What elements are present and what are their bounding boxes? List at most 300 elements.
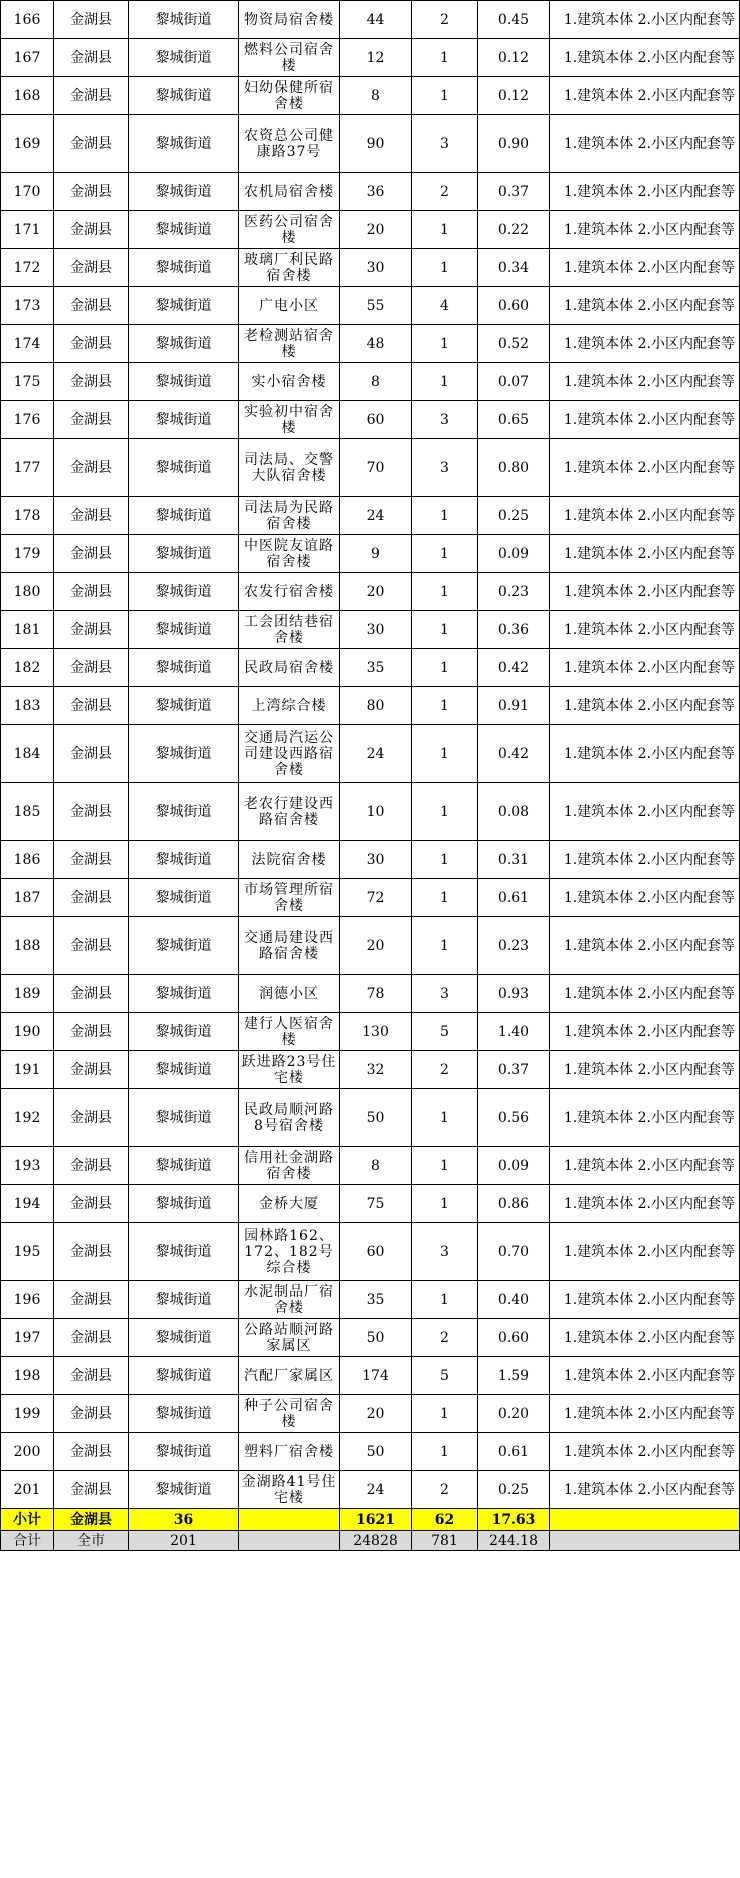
area-cell: 0.60 <box>478 287 550 325</box>
area-cell: 0.61 <box>478 879 550 917</box>
row-number: 182 <box>1 649 54 687</box>
row-number: 172 <box>1 249 54 287</box>
table-row <box>1 1471 740 1509</box>
total-count: 201 <box>129 1531 239 1551</box>
community-name-cell: 农机局宿舍楼 <box>239 173 340 211</box>
community-name-cell: 交通局汽运公司建设西路宿舍楼 <box>239 725 340 783</box>
row-number: 185 <box>1 783 54 841</box>
area-cell: 0.31 <box>478 841 550 879</box>
table-row <box>1 1185 740 1223</box>
table-row <box>1 401 740 439</box>
households-cell: 24 <box>340 725 412 783</box>
table-row <box>1 211 740 249</box>
county-cell: 金湖县 <box>54 1147 129 1185</box>
buildings-cell: 3 <box>412 401 478 439</box>
area-cell: 0.09 <box>478 535 550 573</box>
table-row <box>1 363 740 401</box>
county-cell: 金湖县 <box>54 879 129 917</box>
area-cell: 0.25 <box>478 1471 550 1509</box>
county-cell: 金湖县 <box>54 325 129 363</box>
county-cell: 金湖县 <box>54 573 129 611</box>
buildings-cell: 1 <box>412 1395 478 1433</box>
area-cell: 0.07 <box>478 363 550 401</box>
renovation-content-cell: 1.建筑本体 2.小区内配套等 <box>550 1089 740 1147</box>
street-cell: 黎城街道 <box>129 1433 239 1471</box>
county-cell: 金湖县 <box>54 1223 129 1281</box>
county-cell: 金湖县 <box>54 439 129 497</box>
county-cell: 金湖县 <box>54 211 129 249</box>
buildings-cell: 1 <box>412 841 478 879</box>
street-cell: 黎城街道 <box>129 115 239 173</box>
community-name-cell: 民政局宿舍楼 <box>239 649 340 687</box>
community-name-cell: 塑料厂宿舍楼 <box>239 1433 340 1471</box>
renovation-content-cell: 1.建筑本体 2.小区内配套等 <box>550 1395 740 1433</box>
buildings-cell: 2 <box>412 1471 478 1509</box>
renovation-content-cell: 1.建筑本体 2.小区内配套等 <box>550 77 740 115</box>
households-cell: 80 <box>340 687 412 725</box>
county-cell: 金湖县 <box>54 687 129 725</box>
subtotal-remark <box>550 1509 740 1531</box>
county-cell: 金湖县 <box>54 535 129 573</box>
area-cell: 0.37 <box>478 173 550 211</box>
renovation-content-cell: 1.建筑本体 2.小区内配套等 <box>550 573 740 611</box>
total-value-c: 244.18 <box>478 1531 550 1551</box>
table-row <box>1 439 740 497</box>
street-cell: 黎城街道 <box>129 401 239 439</box>
area-cell: 0.08 <box>478 783 550 841</box>
renovation-content-cell: 1.建筑本体 2.小区内配套等 <box>550 39 740 77</box>
subtotal-name-cell <box>239 1509 340 1531</box>
subtotal-county: 金湖县 <box>54 1509 129 1531</box>
table-row <box>1 1223 740 1281</box>
street-cell: 黎城街道 <box>129 1223 239 1281</box>
renovation-content-cell: 1.建筑本体 2.小区内配套等 <box>550 1051 740 1089</box>
street-cell: 黎城街道 <box>129 1185 239 1223</box>
area-cell: 0.20 <box>478 1395 550 1433</box>
community-name-cell: 上湾综合楼 <box>239 687 340 725</box>
buildings-cell: 1 <box>412 917 478 975</box>
table-body <box>1 1 740 1551</box>
subtotal-count: 36 <box>129 1509 239 1531</box>
row-number: 175 <box>1 363 54 401</box>
row-number: 194 <box>1 1185 54 1223</box>
renovation-content-cell: 1.建筑本体 2.小区内配套等 <box>550 1281 740 1319</box>
households-cell: 8 <box>340 363 412 401</box>
county-cell: 金湖县 <box>54 1 129 39</box>
renovation-content-cell: 1.建筑本体 2.小区内配套等 <box>550 975 740 1013</box>
renovation-content-cell: 1.建筑本体 2.小区内配套等 <box>550 173 740 211</box>
county-cell: 金湖县 <box>54 1013 129 1051</box>
row-number: 189 <box>1 975 54 1013</box>
community-name-cell: 物资局宿舍楼 <box>239 1 340 39</box>
county-cell: 金湖县 <box>54 77 129 115</box>
renovation-content-cell: 1.建筑本体 2.小区内配套等 <box>550 783 740 841</box>
street-cell: 黎城街道 <box>129 287 239 325</box>
row-number: 190 <box>1 1013 54 1051</box>
area-cell: 0.91 <box>478 687 550 725</box>
households-cell: 9 <box>340 535 412 573</box>
buildings-cell: 1 <box>412 39 478 77</box>
households-cell: 60 <box>340 1223 412 1281</box>
renovation-content-cell: 1.建筑本体 2.小区内配套等 <box>550 115 740 173</box>
renovation-content-cell: 1.建筑本体 2.小区内配套等 <box>550 687 740 725</box>
households-cell: 44 <box>340 1 412 39</box>
area-cell: 0.23 <box>478 917 550 975</box>
households-cell: 24 <box>340 1471 412 1509</box>
row-number: 181 <box>1 611 54 649</box>
households-cell: 35 <box>340 1281 412 1319</box>
table-row <box>1 917 740 975</box>
row-number: 176 <box>1 401 54 439</box>
table-row <box>1 1 740 39</box>
row-number: 188 <box>1 917 54 975</box>
street-cell: 黎城街道 <box>129 439 239 497</box>
buildings-cell: 2 <box>412 173 478 211</box>
renovation-content-cell: 1.建筑本体 2.小区内配套等 <box>550 439 740 497</box>
street-cell: 黎城街道 <box>129 687 239 725</box>
total-value-a: 24828 <box>340 1531 412 1551</box>
community-name-cell: 金桥大厦 <box>239 1185 340 1223</box>
renovation-content-cell: 1.建筑本体 2.小区内配套等 <box>550 1433 740 1471</box>
county-cell: 金湖县 <box>54 1433 129 1471</box>
community-name-cell: 农发行宿舍楼 <box>239 573 340 611</box>
county-cell: 金湖县 <box>54 1281 129 1319</box>
buildings-cell: 4 <box>412 287 478 325</box>
row-number: 183 <box>1 687 54 725</box>
households-cell: 10 <box>340 783 412 841</box>
community-name-cell: 农资总公司健康路37号 <box>239 115 340 173</box>
county-cell: 金湖县 <box>54 1319 129 1357</box>
street-cell: 黎城街道 <box>129 573 239 611</box>
total-row <box>1 1531 740 1551</box>
buildings-cell: 3 <box>412 975 478 1013</box>
area-cell: 0.36 <box>478 611 550 649</box>
households-cell: 20 <box>340 573 412 611</box>
row-number: 198 <box>1 1357 54 1395</box>
street-cell: 黎城街道 <box>129 1051 239 1089</box>
buildings-cell: 3 <box>412 115 478 173</box>
households-cell: 60 <box>340 401 412 439</box>
street-cell: 黎城街道 <box>129 725 239 783</box>
renovation-content-cell: 1.建筑本体 2.小区内配套等 <box>550 535 740 573</box>
households-cell: 30 <box>340 841 412 879</box>
buildings-cell: 1 <box>412 497 478 535</box>
county-cell: 金湖县 <box>54 173 129 211</box>
table-row <box>1 287 740 325</box>
street-cell: 黎城街道 <box>129 1395 239 1433</box>
households-cell: 24 <box>340 497 412 535</box>
community-name-cell: 工会团结巷宿舍楼 <box>239 611 340 649</box>
table-row <box>1 1013 740 1051</box>
county-cell: 金湖县 <box>54 1051 129 1089</box>
households-cell: 20 <box>340 1395 412 1433</box>
buildings-cell: 1 <box>412 611 478 649</box>
table-row <box>1 325 740 363</box>
area-cell: 0.56 <box>478 1089 550 1147</box>
community-name-cell: 园林路162、172、182号综合楼 <box>239 1223 340 1281</box>
street-cell: 黎城街道 <box>129 1 239 39</box>
renovation-content-cell: 1.建筑本体 2.小区内配套等 <box>550 363 740 401</box>
area-cell: 0.65 <box>478 401 550 439</box>
community-name-cell: 水泥制品厂宿舍楼 <box>239 1281 340 1319</box>
table-row <box>1 39 740 77</box>
buildings-cell: 1 <box>412 1147 478 1185</box>
households-cell: 32 <box>340 1051 412 1089</box>
households-cell: 30 <box>340 611 412 649</box>
area-cell: 0.42 <box>478 649 550 687</box>
table-row <box>1 1051 740 1089</box>
renovation-content-cell: 1.建筑本体 2.小区内配套等 <box>550 649 740 687</box>
area-cell: 0.60 <box>478 1319 550 1357</box>
table-row <box>1 611 740 649</box>
row-number: 186 <box>1 841 54 879</box>
area-cell: 0.12 <box>478 39 550 77</box>
county-cell: 金湖县 <box>54 1395 129 1433</box>
households-cell: 30 <box>340 249 412 287</box>
community-name-cell: 民政局顺河路8号宿舍楼 <box>239 1089 340 1147</box>
renovation-content-cell: 1.建筑本体 2.小区内配套等 <box>550 611 740 649</box>
buildings-cell: 1 <box>412 1281 478 1319</box>
street-cell: 黎城街道 <box>129 535 239 573</box>
buildings-cell: 2 <box>412 1051 478 1089</box>
renovation-content-cell: 1.建筑本体 2.小区内配套等 <box>550 1357 740 1395</box>
community-name-cell: 信用社金湖路宿舍楼 <box>239 1147 340 1185</box>
street-cell: 黎城街道 <box>129 841 239 879</box>
buildings-cell: 2 <box>412 1 478 39</box>
community-name-cell: 法院宿舍楼 <box>239 841 340 879</box>
row-number: 180 <box>1 573 54 611</box>
row-number: 169 <box>1 115 54 173</box>
area-cell: 0.61 <box>478 1433 550 1471</box>
street-cell: 黎城街道 <box>129 173 239 211</box>
households-cell: 75 <box>340 1185 412 1223</box>
community-name-cell: 实小宿舍楼 <box>239 363 340 401</box>
table-row <box>1 497 740 535</box>
county-cell: 金湖县 <box>54 1357 129 1395</box>
households-cell: 70 <box>340 439 412 497</box>
county-cell: 金湖县 <box>54 363 129 401</box>
county-cell: 金湖县 <box>54 1089 129 1147</box>
county-cell: 金湖县 <box>54 975 129 1013</box>
row-number: 174 <box>1 325 54 363</box>
community-name-cell: 玻璃厂利民路宿舍楼 <box>239 249 340 287</box>
buildings-cell: 1 <box>412 249 478 287</box>
street-cell: 黎城街道 <box>129 879 239 917</box>
community-name-cell: 实验初中宿舍楼 <box>239 401 340 439</box>
street-cell: 黎城街道 <box>129 325 239 363</box>
renovation-content-cell: 1.建筑本体 2.小区内配套等 <box>550 287 740 325</box>
community-name-cell: 老农行建设西路宿舍楼 <box>239 783 340 841</box>
renovation-content-cell: 1.建筑本体 2.小区内配套等 <box>550 1223 740 1281</box>
county-cell: 金湖县 <box>54 1471 129 1509</box>
area-cell: 0.52 <box>478 325 550 363</box>
community-name-cell: 司法局、交警大队宿舍楼 <box>239 439 340 497</box>
county-cell: 金湖县 <box>54 401 129 439</box>
households-cell: 8 <box>340 77 412 115</box>
row-number: 192 <box>1 1089 54 1147</box>
row-number: 184 <box>1 725 54 783</box>
street-cell: 黎城街道 <box>129 1471 239 1509</box>
renovation-content-cell: 1.建筑本体 2.小区内配套等 <box>550 841 740 879</box>
subtotal-row <box>1 1509 740 1531</box>
street-cell: 黎城街道 <box>129 783 239 841</box>
total-name-cell <box>239 1531 340 1551</box>
renovation-content-cell: 1.建筑本体 2.小区内配套等 <box>550 725 740 783</box>
area-cell: 1.40 <box>478 1013 550 1051</box>
row-number: 191 <box>1 1051 54 1089</box>
street-cell: 黎城街道 <box>129 917 239 975</box>
area-cell: 0.25 <box>478 497 550 535</box>
area-cell: 0.22 <box>478 211 550 249</box>
subtotal-value-a: 1621 <box>340 1509 412 1531</box>
street-cell: 黎城街道 <box>129 363 239 401</box>
county-cell: 金湖县 <box>54 1185 129 1223</box>
community-name-cell: 交通局建设西路宿舍楼 <box>239 917 340 975</box>
county-cell: 金湖县 <box>54 497 129 535</box>
community-name-cell: 医药公司宿舍楼 <box>239 211 340 249</box>
street-cell: 黎城街道 <box>129 1319 239 1357</box>
renovation-content-cell: 1.建筑本体 2.小区内配套等 <box>550 1319 740 1357</box>
row-number: 168 <box>1 77 54 115</box>
households-cell: 20 <box>340 917 412 975</box>
area-cell: 0.86 <box>478 1185 550 1223</box>
county-cell: 金湖县 <box>54 649 129 687</box>
row-number: 195 <box>1 1223 54 1281</box>
row-number: 171 <box>1 211 54 249</box>
renovation-content-cell: 1.建筑本体 2.小区内配套等 <box>550 1013 740 1051</box>
buildings-cell: 3 <box>412 439 478 497</box>
buildings-cell: 1 <box>412 1433 478 1471</box>
table-row <box>1 783 740 841</box>
table-row <box>1 173 740 211</box>
area-cell: 0.45 <box>478 1 550 39</box>
renovation-content-cell: 1.建筑本体 2.小区内配套等 <box>550 249 740 287</box>
households-cell: 12 <box>340 39 412 77</box>
community-name-cell: 金湖路41号住宅楼 <box>239 1471 340 1509</box>
community-name-cell: 跃进路23号住宅楼 <box>239 1051 340 1089</box>
renovation-content-cell: 1.建筑本体 2.小区内配套等 <box>550 917 740 975</box>
table-row <box>1 879 740 917</box>
street-cell: 黎城街道 <box>129 611 239 649</box>
area-cell: 0.09 <box>478 1147 550 1185</box>
subtotal-value-b: 62 <box>412 1509 478 1531</box>
buildings-cell: 1 <box>412 573 478 611</box>
renovation-content-cell: 1.建筑本体 2.小区内配套等 <box>550 1471 740 1509</box>
table-row <box>1 249 740 287</box>
buildings-cell: 5 <box>412 1357 478 1395</box>
table-row <box>1 1433 740 1471</box>
row-number: 179 <box>1 535 54 573</box>
street-cell: 黎城街道 <box>129 1357 239 1395</box>
county-cell: 金湖县 <box>54 725 129 783</box>
street-cell: 黎城街道 <box>129 39 239 77</box>
table-row <box>1 1147 740 1185</box>
row-number: 177 <box>1 439 54 497</box>
households-cell: 20 <box>340 211 412 249</box>
total-county: 全市 <box>54 1531 129 1551</box>
renovation-content-cell: 1.建筑本体 2.小区内配套等 <box>550 1147 740 1185</box>
community-name-cell: 老检测站宿舍楼 <box>239 325 340 363</box>
buildings-cell: 1 <box>412 725 478 783</box>
street-cell: 黎城街道 <box>129 1147 239 1185</box>
street-cell: 黎城街道 <box>129 975 239 1013</box>
households-cell: 90 <box>340 115 412 173</box>
table-row <box>1 1319 740 1357</box>
street-cell: 黎城街道 <box>129 211 239 249</box>
total-value-b: 781 <box>412 1531 478 1551</box>
buildings-cell: 1 <box>412 325 478 363</box>
row-number: 200 <box>1 1433 54 1471</box>
county-cell: 金湖县 <box>54 287 129 325</box>
community-name-cell: 公路站顺河路家属区 <box>239 1319 340 1357</box>
area-cell: 0.80 <box>478 439 550 497</box>
total-remark <box>550 1531 740 1551</box>
street-cell: 黎城街道 <box>129 77 239 115</box>
households-cell: 130 <box>340 1013 412 1051</box>
renovation-content-cell: 1.建筑本体 2.小区内配套等 <box>550 211 740 249</box>
buildings-cell: 1 <box>412 879 478 917</box>
renovation-content-cell: 1.建筑本体 2.小区内配套等 <box>550 401 740 439</box>
buildings-cell: 1 <box>412 211 478 249</box>
households-cell: 50 <box>340 1089 412 1147</box>
county-cell: 金湖县 <box>54 249 129 287</box>
street-cell: 黎城街道 <box>129 1281 239 1319</box>
street-cell: 黎城街道 <box>129 497 239 535</box>
buildings-cell: 1 <box>412 363 478 401</box>
buildings-cell: 5 <box>412 1013 478 1051</box>
area-cell: 0.90 <box>478 115 550 173</box>
community-name-cell: 广电小区 <box>239 287 340 325</box>
households-cell: 36 <box>340 173 412 211</box>
buildings-cell: 1 <box>412 783 478 841</box>
households-cell: 50 <box>340 1319 412 1357</box>
community-name-cell: 建行人医宿舍楼 <box>239 1013 340 1051</box>
community-name-cell: 司法局为民路宿舍楼 <box>239 497 340 535</box>
row-number: 173 <box>1 287 54 325</box>
buildings-cell: 3 <box>412 1223 478 1281</box>
community-name-cell: 汽配厂家属区 <box>239 1357 340 1395</box>
subtotal-label: 小计 <box>1 1509 54 1531</box>
households-cell: 72 <box>340 879 412 917</box>
buildings-cell: 1 <box>412 1185 478 1223</box>
buildings-cell: 1 <box>412 1089 478 1147</box>
renovation-content-cell: 1.建筑本体 2.小区内配套等 <box>550 879 740 917</box>
subtotal-value-c: 17.63 <box>478 1509 550 1531</box>
county-cell: 金湖县 <box>54 611 129 649</box>
households-cell: 78 <box>340 975 412 1013</box>
street-cell: 黎城街道 <box>129 1013 239 1051</box>
area-cell: 0.12 <box>478 77 550 115</box>
table-row <box>1 975 740 1013</box>
street-cell: 黎城街道 <box>129 649 239 687</box>
area-cell: 1.59 <box>478 1357 550 1395</box>
row-number: 170 <box>1 173 54 211</box>
community-name-cell: 燃料公司宿舍楼 <box>239 39 340 77</box>
buildings-cell: 2 <box>412 1319 478 1357</box>
county-cell: 金湖县 <box>54 917 129 975</box>
table-row <box>1 77 740 115</box>
table-row <box>1 1395 740 1433</box>
county-cell: 金湖县 <box>54 783 129 841</box>
row-number: 197 <box>1 1319 54 1357</box>
table-row <box>1 649 740 687</box>
renovation-content-cell: 1.建筑本体 2.小区内配套等 <box>550 497 740 535</box>
table-row <box>1 687 740 725</box>
area-cell: 0.42 <box>478 725 550 783</box>
area-cell: 0.34 <box>478 249 550 287</box>
row-number: 166 <box>1 1 54 39</box>
community-name-cell: 妇幼保健所宿舍楼 <box>239 77 340 115</box>
